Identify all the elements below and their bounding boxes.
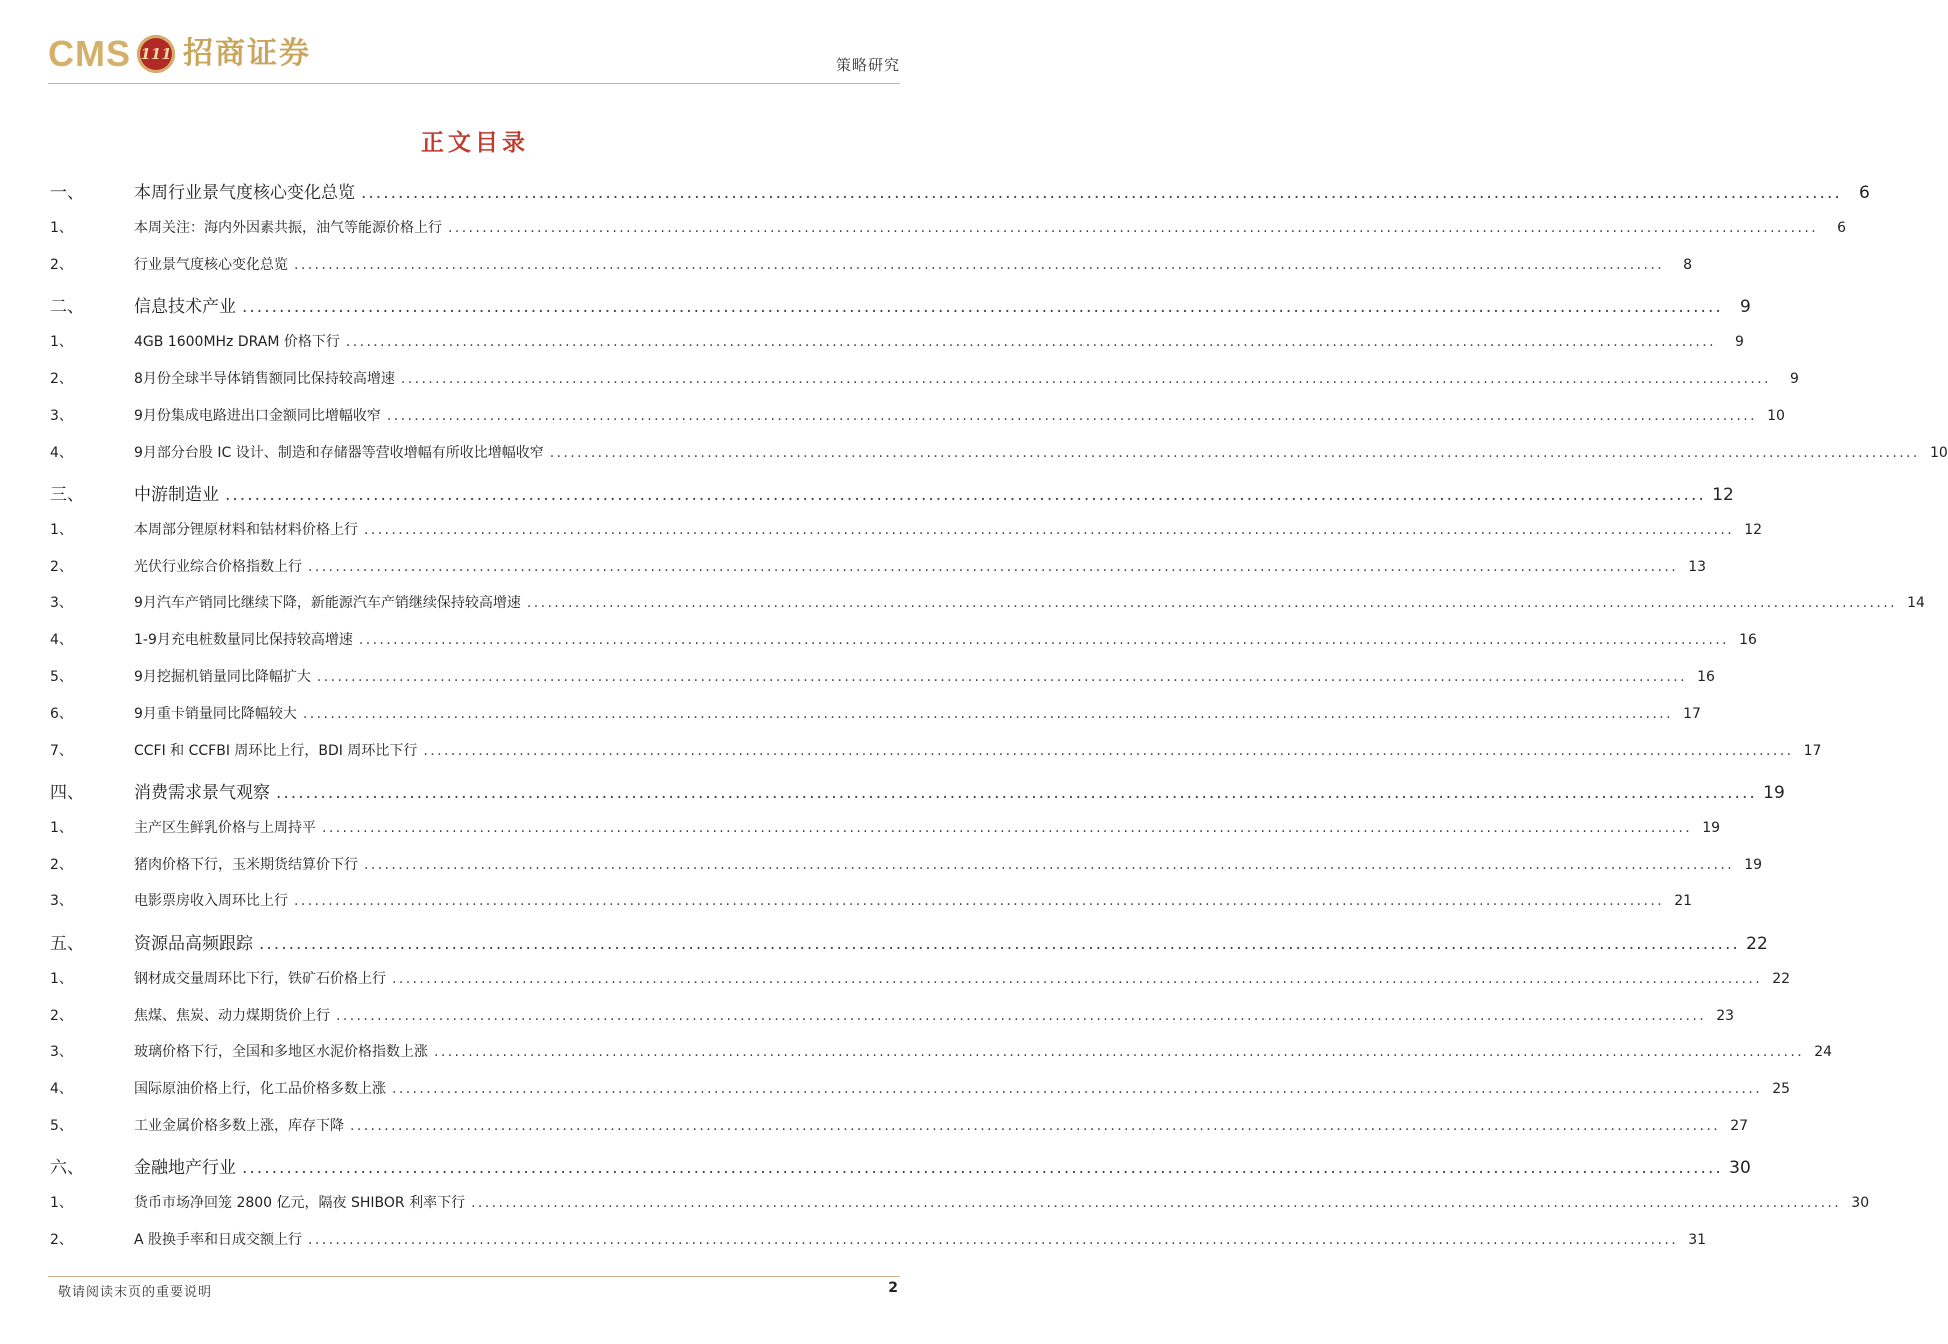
toc-leader-dots: ........................................................................................................................................................................................................ — [322, 820, 1693, 836]
toc-entry-title[interactable]: 玻璃价格下行，全国和多地区水泥价格指数上涨 — [134, 1044, 428, 1060]
toc-entry-number: 六、 — [50, 1158, 84, 1178]
toc-entry-page[interactable]: 23 — [1716, 1008, 1735, 1024]
toc-entry-page[interactable]: 6 — [1837, 220, 1847, 236]
toc-entry-number: 2、 — [50, 1008, 73, 1024]
toc-entry[interactable] — [50, 666, 1715, 690]
toc-entry[interactable] — [50, 405, 1785, 429]
toc-entry-page[interactable]: 8 — [1683, 257, 1693, 273]
toc-entry-title[interactable]: 光伏行业综合价格指数上行 — [134, 559, 302, 575]
toc-entry-page[interactable]: 17 — [1803, 743, 1822, 759]
toc-entry-title[interactable]: 8月份全球半导体销售额同比保持较高增速 — [134, 371, 395, 387]
toc-entry-number: 三、 — [50, 485, 84, 505]
toc-entry-page[interactable]: 16 — [1739, 632, 1757, 648]
toc-entry[interactable] — [50, 331, 1744, 355]
toc-leader-dots: ........................................................................................................................................................................................................ — [242, 297, 1723, 317]
toc-entry-title[interactable]: 猪肉价格下行，玉米期货结算价下行 — [134, 857, 358, 873]
toc-entry-title[interactable]: 电影票房收入周环比上行 — [134, 893, 288, 909]
toc-entry[interactable] — [50, 703, 1701, 727]
toc-entry-page[interactable]: 31 — [1688, 1232, 1707, 1248]
logo-emblem-icon: 111 — [137, 35, 175, 73]
toc-entry-number: 四、 — [50, 783, 84, 803]
toc-leader-dots: ........................................................................................................................................................................................................ — [361, 183, 1842, 203]
toc-entry-number: 2、 — [50, 257, 73, 273]
toc-leader-dots: ........................................................................................................................................................................................................ — [392, 1081, 1763, 1097]
toc-entry[interactable] — [50, 1153, 1751, 1178]
toc-leader-dots: ........................................................................................................................................................................................................ — [259, 934, 1740, 954]
toc-entry-page[interactable]: 9 — [1739, 297, 1751, 317]
toc-entry-title[interactable]: A 股换手率和日成交额上行 — [134, 1232, 303, 1248]
footer-divider — [48, 1276, 900, 1277]
toc-leader-dots: ........................................................................................................................................................................................................ — [336, 1008, 1707, 1024]
toc-leader-dots: ........................................................................................................................................................................................................ — [448, 220, 1819, 236]
toc-entry-title[interactable]: 钢材成交量周环比下行，铁矿石价格上行 — [134, 971, 386, 987]
toc-entry-number: 2、 — [50, 559, 73, 575]
toc-entry[interactable] — [50, 1115, 1749, 1139]
toc-entry-title[interactable]: 焦煤、焦炭、动力煤期货价上行 — [134, 1008, 330, 1024]
toc-entry[interactable] — [50, 592, 1925, 616]
toc-entry-page[interactable]: 10 — [1929, 445, 1948, 461]
toc-entry[interactable] — [50, 929, 1768, 954]
toc-entry-page[interactable]: 14 — [1907, 595, 1925, 611]
toc-entry-number: 3、 — [50, 893, 73, 909]
toc-entry-title[interactable]: 中游制造业 — [134, 485, 219, 505]
toc-leader-dots: ........................................................................................................................................................................................................ — [302, 706, 1673, 722]
toc-entry[interactable] — [50, 890, 1693, 914]
toc-entry-number: 5、 — [50, 669, 73, 685]
toc-entry-number: 4、 — [50, 445, 73, 461]
toc-entry-title[interactable]: 本周关注：海内外因素共振，油气等能源价格上行 — [134, 220, 442, 236]
cms-logo — [48, 33, 311, 75]
toc-entry-page[interactable]: 21 — [1674, 893, 1693, 909]
toc-entry-number: 2、 — [50, 857, 73, 873]
toc-leader-dots: ........................................................................................................................................................................................................ — [434, 1044, 1805, 1060]
toc-leader-dots: ........................................................................................................................................................................................................ — [364, 522, 1735, 538]
toc-entry[interactable] — [50, 778, 1785, 803]
toc-entry-number: 1、 — [50, 334, 73, 350]
toc-entry-number: 3、 — [50, 408, 73, 424]
toc-leader-dots: ........................................................................................................................................................................................................ — [316, 669, 1687, 685]
toc-entry-title[interactable]: 国际原油价格上行，化工品价格多数上涨 — [134, 1081, 386, 1097]
toc-entry-title[interactable]: 主产区生鲜乳价格与上周持平 — [134, 820, 316, 836]
toc-leader-dots: ........................................................................................................................................................................................................ — [276, 783, 1757, 803]
toc-entry-page[interactable]: 16 — [1697, 669, 1715, 685]
toc-entry-page[interactable]: 9 — [1735, 334, 1744, 350]
toc-entry-number: 1、 — [50, 971, 73, 987]
toc-entry-number: 4、 — [50, 632, 73, 648]
toc-entry[interactable] — [50, 178, 1870, 203]
toc-entry-title[interactable]: 4GB 1600MHz DRAM 价格下行 — [134, 334, 340, 350]
toc-entry-title[interactable]: 本周部分锂原材料和钴材料价格上行 — [134, 522, 358, 538]
toc-leader-dots: ........................................................................................................................................................................................................ — [423, 743, 1794, 759]
toc-leader-dots: ........................................................................................................................................................................................................ — [345, 334, 1716, 350]
toc-entry-page[interactable]: 30 — [1851, 1195, 1870, 1211]
toc-entry-page[interactable]: 6 — [1858, 183, 1870, 203]
toc-entry-title[interactable]: 9月汽车产销同比继续下降，新能源汽车产销继续保持较高增速 — [134, 595, 521, 611]
toc-entry[interactable] — [50, 217, 1847, 241]
toc-entry-page[interactable]: 22 — [1746, 934, 1768, 954]
toc-leader-dots: ........................................................................................................................................................................................................ — [294, 893, 1665, 909]
toc-entry-number: 6、 — [50, 706, 73, 722]
toc-entry-page[interactable]: 30 — [1729, 1158, 1751, 1178]
toc-entry[interactable] — [50, 740, 1822, 764]
toc-entry-page[interactable]: 22 — [1772, 971, 1791, 987]
toc-entry[interactable] — [50, 629, 1757, 653]
toc-entry-page[interactable]: 10 — [1767, 408, 1785, 424]
toc-entry[interactable] — [50, 854, 1763, 878]
toc-entry-title[interactable]: 信息技术产业 — [134, 297, 236, 317]
toc-leader-dots: ........................................................................................................................................................................................................ — [308, 1232, 1679, 1248]
toc-leader-dots: ........................................................................................................................................................................................................ — [242, 1158, 1723, 1178]
toc-entry-title[interactable]: 本周行业景气度核心变化总览 — [134, 183, 355, 203]
toc-entry-page[interactable]: 17 — [1683, 706, 1701, 722]
toc-entry-page[interactable]: 12 — [1712, 485, 1734, 505]
toc-entry-page[interactable]: 25 — [1772, 1081, 1791, 1097]
toc-entry-page[interactable]: 19 — [1702, 820, 1721, 836]
toc-entry-title[interactable]: 9月份集成电路进出口金额同比增幅收窄 — [134, 408, 381, 424]
toc-leader-dots: ........................................................................................................................................................................................................ — [549, 445, 1920, 461]
toc-leader-dots: ........................................................................................................................................................................................................ — [308, 559, 1679, 575]
toc-entry-title[interactable]: CCFI 和 CCFBI 周环比上行，BDI 周环比下行 — [134, 743, 418, 759]
toc-entry[interactable] — [50, 519, 1763, 543]
toc-entry-page[interactable]: 12 — [1744, 522, 1763, 538]
toc-entry[interactable] — [50, 556, 1707, 580]
toc-entry-number: 4、 — [50, 1081, 73, 1097]
footer-note: 敬请阅读末页的重要说明 — [58, 1285, 213, 1300]
toc-entry-number: 7、 — [50, 743, 73, 759]
toc-entry-number: 2、 — [50, 1232, 73, 1248]
header-divider — [48, 83, 900, 84]
toc-entry-number: 1、 — [50, 820, 73, 836]
logo-chinese: 招商证券 — [183, 36, 311, 71]
toc-entry[interactable] — [50, 442, 1948, 466]
toc-entry-title[interactable]: 行业景气度核心变化总览 — [134, 257, 288, 273]
toc-leader-dots: ........................................................................................................................................................................................................ — [364, 857, 1735, 873]
toc-leader-dots: ........................................................................................................................................................................................................ — [392, 971, 1763, 987]
logo-latin: CMS — [48, 33, 131, 74]
toc-entry-title[interactable]: 9月部分台股 IC 设计、制造和存储器等营收增幅有所收比增幅收窄 — [134, 445, 544, 461]
toc-entry-title[interactable]: 1-9月充电桩数量同比保持较高增速 — [134, 632, 353, 648]
toc-entry-number: 2、 — [50, 371, 73, 387]
toc-entry-title[interactable]: 工业金属价格多数上涨，库存下降 — [134, 1118, 344, 1134]
toc-entry-title[interactable]: 货币市场净回笼 2800 亿元，隔夜 SHIBOR 利率下行 — [134, 1195, 466, 1211]
toc-entry-number: 1、 — [50, 522, 73, 538]
toc-entry-number: 1、 — [50, 1195, 73, 1211]
toc-entry-number: 一、 — [50, 183, 84, 203]
toc-entry-number: 1、 — [50, 220, 73, 236]
page-title: 正文目录 — [421, 129, 529, 156]
toc-entry[interactable] — [50, 292, 1751, 317]
toc-entry[interactable] — [50, 968, 1791, 992]
toc-entry-page[interactable]: 13 — [1688, 559, 1707, 575]
toc-entry[interactable] — [50, 1192, 1870, 1216]
toc-leader-dots: ........................................................................................................................................................................................................ — [471, 1195, 1842, 1211]
toc-entry-title[interactable]: 9月挖掘机销量同比降幅扩大 — [134, 669, 311, 685]
toc-leader-dots: ........................................................................................................................................................................................................ — [400, 371, 1771, 387]
toc-entry-number: 5、 — [50, 1118, 73, 1134]
toc-entry[interactable] — [50, 254, 1693, 278]
page-number: 2 — [888, 1280, 898, 1296]
toc-entry-page[interactable]: 24 — [1814, 1044, 1833, 1060]
toc-entry-title[interactable]: 消费需求景气观察 — [134, 783, 270, 803]
toc-entry[interactable] — [50, 1005, 1735, 1029]
toc-entry-page[interactable]: 27 — [1730, 1118, 1749, 1134]
toc-entry-page[interactable]: 19 — [1763, 783, 1785, 803]
toc-leader-dots: ........................................................................................................................................................................................................ — [386, 408, 1757, 424]
toc-entry-number: 3、 — [50, 595, 73, 611]
toc-leader-dots: ........................................................................................................................................................................................................ — [294, 257, 1665, 273]
section-label: 策略研究 — [835, 56, 900, 74]
toc-entry-number: 3、 — [50, 1044, 73, 1060]
toc-entry[interactable] — [50, 368, 1799, 392]
toc-entry-page[interactable]: 9 — [1790, 371, 1799, 387]
toc-entry[interactable] — [50, 480, 1734, 505]
toc-leader-dots: ........................................................................................................................................................................................................ — [350, 1118, 1721, 1134]
toc-entry-title[interactable]: 金融地产行业 — [134, 1158, 236, 1178]
toc-entry-number: 二、 — [50, 297, 84, 317]
toc-leader-dots: ........................................................................................................................................................................................................ — [358, 632, 1729, 648]
toc-leader-dots: ........................................................................................................................................................................................................ — [225, 485, 1706, 505]
toc-entry-title[interactable]: 资源品高频跟踪 — [134, 934, 253, 954]
toc-entry[interactable] — [50, 1041, 1833, 1065]
toc-entry[interactable] — [50, 1078, 1791, 1102]
toc-entry[interactable] — [50, 1229, 1707, 1253]
toc-entry[interactable] — [50, 817, 1721, 841]
toc-entry-title[interactable]: 9月重卡销量同比降幅较大 — [134, 706, 297, 722]
page-header — [0, 0, 950, 90]
toc-leader-dots: ........................................................................................................................................................................................................ — [526, 595, 1897, 611]
toc-entry-page[interactable]: 19 — [1744, 857, 1763, 873]
toc-entry-number: 五、 — [50, 934, 84, 954]
